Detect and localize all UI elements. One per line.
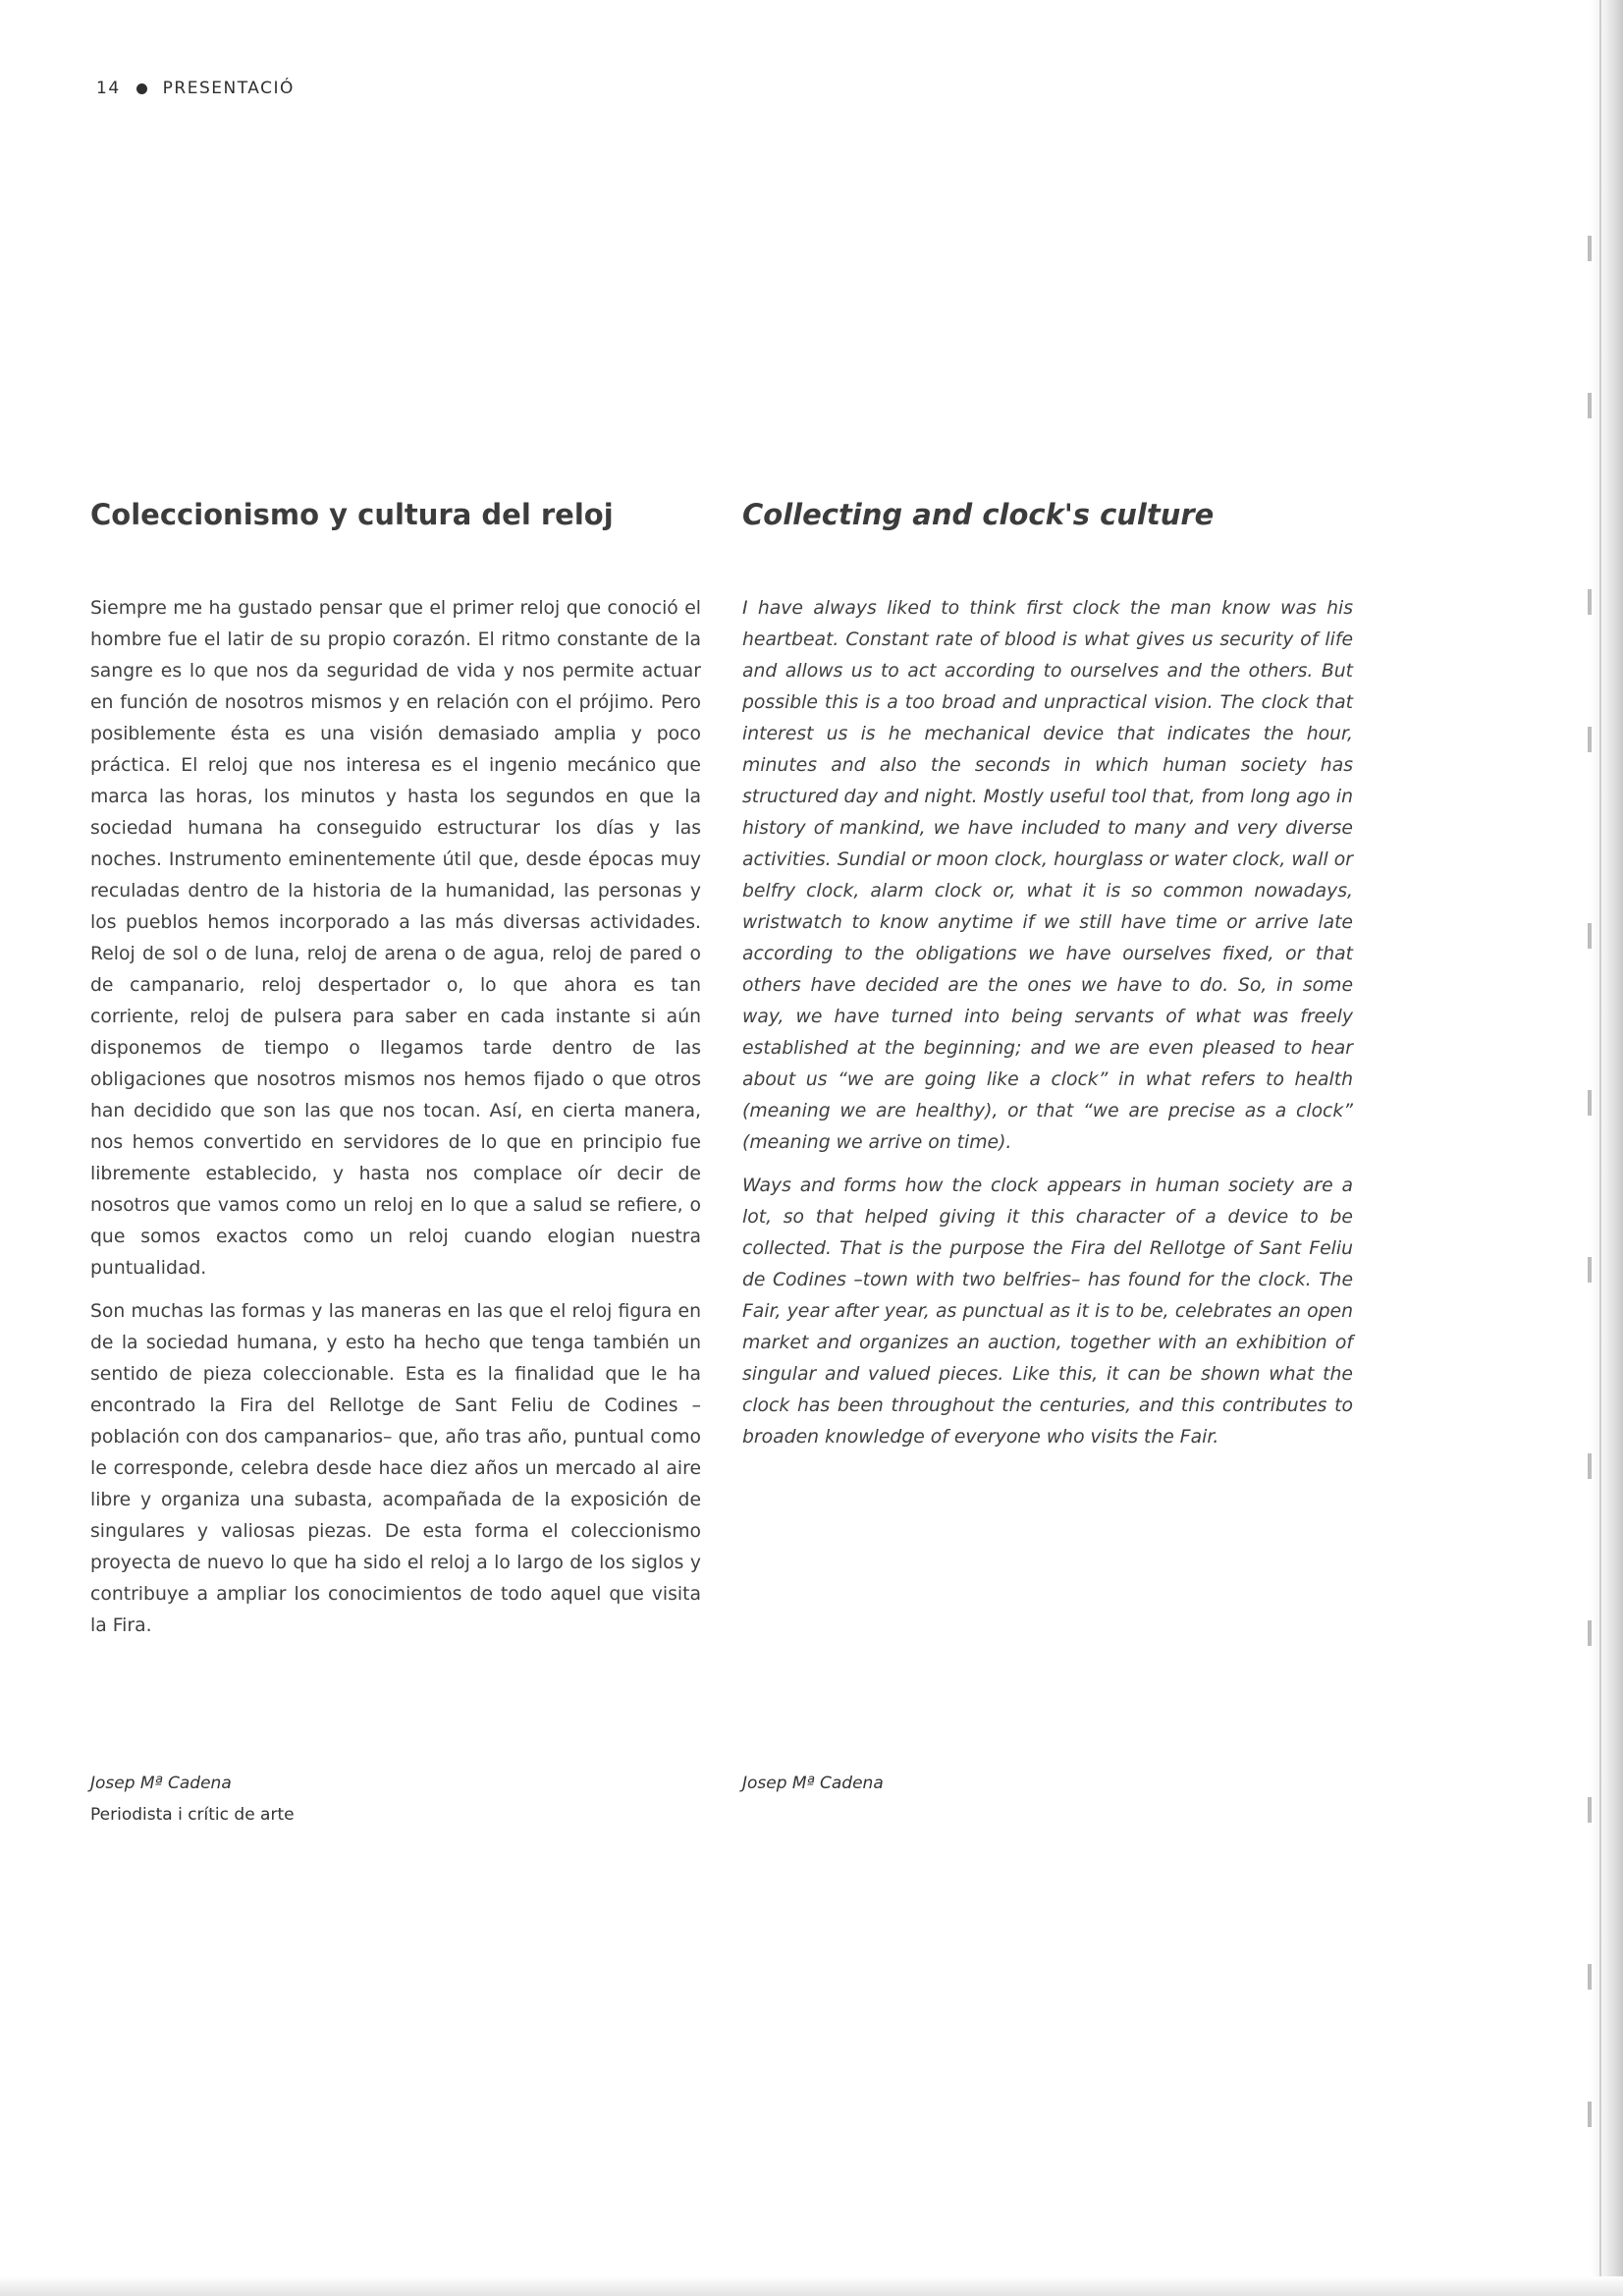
bullet-icon bbox=[136, 83, 147, 94]
page-edge bbox=[1590, 0, 1623, 2296]
author-name: Josep Mª Cadena bbox=[90, 1774, 232, 1793]
page-header bbox=[96, 79, 295, 98]
english-signature bbox=[742, 1768, 884, 1799]
english-paragraph: Ways and forms how the clock appears in human society are a lot, so that helped giving it this character of a device to be collected. That is the purpose the Fira del Rellotge of Sant Feliu de Codines –town with two belfries– has found for the clock. The Fair, year after year, as punctual as it is to be, celebrates an open market and organizes an auction, together with an exhibition of singular and valued pieces. Like this, it can be shown what the clock has been throughout the centuries, and this contributes to broaden knowledge of everyone who visits the Fair. bbox=[742, 1175, 1353, 1448]
english-body bbox=[742, 593, 1353, 1465]
spanish-title: Coleccionismo y cultura del reloj bbox=[90, 498, 614, 531]
author-role: Periodista i crític de arte bbox=[90, 1805, 295, 1825]
english-paragraph: I have always liked to think first clock the man know was his heartbeat. Constant rate of blood is what gives us security of life and allows us to act according to ourselves and the others. But possible this is a too broad and unpractical vision. The clock that interest us is he mechanical device that indicates the hour, minutes and also the seconds in which human society has structured day and night. Mostly useful tool that, from long ago in history of mankind, we have included to many and very diverse activities. Sundial or moon clock, hourglass or water clock, wall or belfry clock, alarm clock or, what it is so common nowadays, wristwatch to know anytime if we still have time or arrive late according to the obligations we have ourselves fixed, or that others have decided are the ones we have to do. So, in some way, we have turned into being servants of what was freely established at the beginning; and we are even pleased to hear about us “we are going like a clock” in what refers to health (meaning we are healthy), or that “we are precise as a clock” (meaning we arrive on time). bbox=[742, 598, 1353, 1153]
english-title: Collecting and clock's culture bbox=[742, 498, 1215, 531]
spanish-signature bbox=[90, 1768, 295, 1831]
margin-marks bbox=[1588, 177, 1594, 2190]
spanish-paragraph: Siempre me ha gustado pensar que el primer reloj que conoció el hombre fue el latir de su propio corazón. El ritmo constante de la sangre es lo que nos da seguridad de vida y nos permite actuar en función de nosotros mismos y en relación con el prójimo. Pero posiblemente ésta es una visión demasiado amplia y poco práctica. El reloj que nos interesa es el ingenio mecánico que marca las horas, los minutos y hasta los segundos en que la sociedad humana ha conseguido estructurar los días y las noches. Instrumento eminentemente útil que, desde épocas muy reculadas dentro de la historia de la humanidad, las personas y los pueblos hemos incorporado a las más diversas actividades. Reloj de sol o de luna, reloj de arena o de agua, reloj de pared o de campanario, reloj despertador o, lo que ahora es tan corriente, reloj de pulsera para saber en cada instante si aún disponemos de tiempo o llegamos tarde dentro de las obligaciones que nosotros mismos nos hemos fijado o que otros han decidido que son las que nos tocan. Así, en cierta manera, nos hemos convertido en servidores de lo que en principio fue libremente establecido, y hasta nos complace oír decir de nosotros que vamos como un reloj en lo que a salud se refiere, o que somos exactos como un reloj cuando elogian nuestra puntualidad. bbox=[90, 598, 701, 1279]
section-title: PRESENTACIÓ bbox=[162, 79, 295, 98]
page-bottom-shadow bbox=[0, 2276, 1623, 2296]
page-edge-line bbox=[1599, 0, 1601, 2296]
spanish-body bbox=[90, 593, 701, 1654]
spanish-paragraph: Son muchas las formas y las maneras en las que el reloj figura en de la sociedad humana, y esto ha hecho que tenga también un sentido de pieza coleccionable. Esta es la finalidad que le ha encontrado la Fira del Rellotge de Sant Feliu de Codines –población con dos campanarios– que, año tras año, puntual como le corresponde, celebra desde hace diez años un mercado al aire libre y organiza una subasta, acompañada de la exposición de singulares y valiosas piezas. De esta forma el coleccionismo proyecta de nuevo lo que ha sido el reloj a lo largo de los siglos y contribuye a ampliar los conocimientos de todo aquel que visita la Fira. bbox=[90, 1301, 701, 1636]
page-number: 14 bbox=[96, 79, 121, 98]
author-name: Josep Mª Cadena bbox=[742, 1774, 884, 1793]
